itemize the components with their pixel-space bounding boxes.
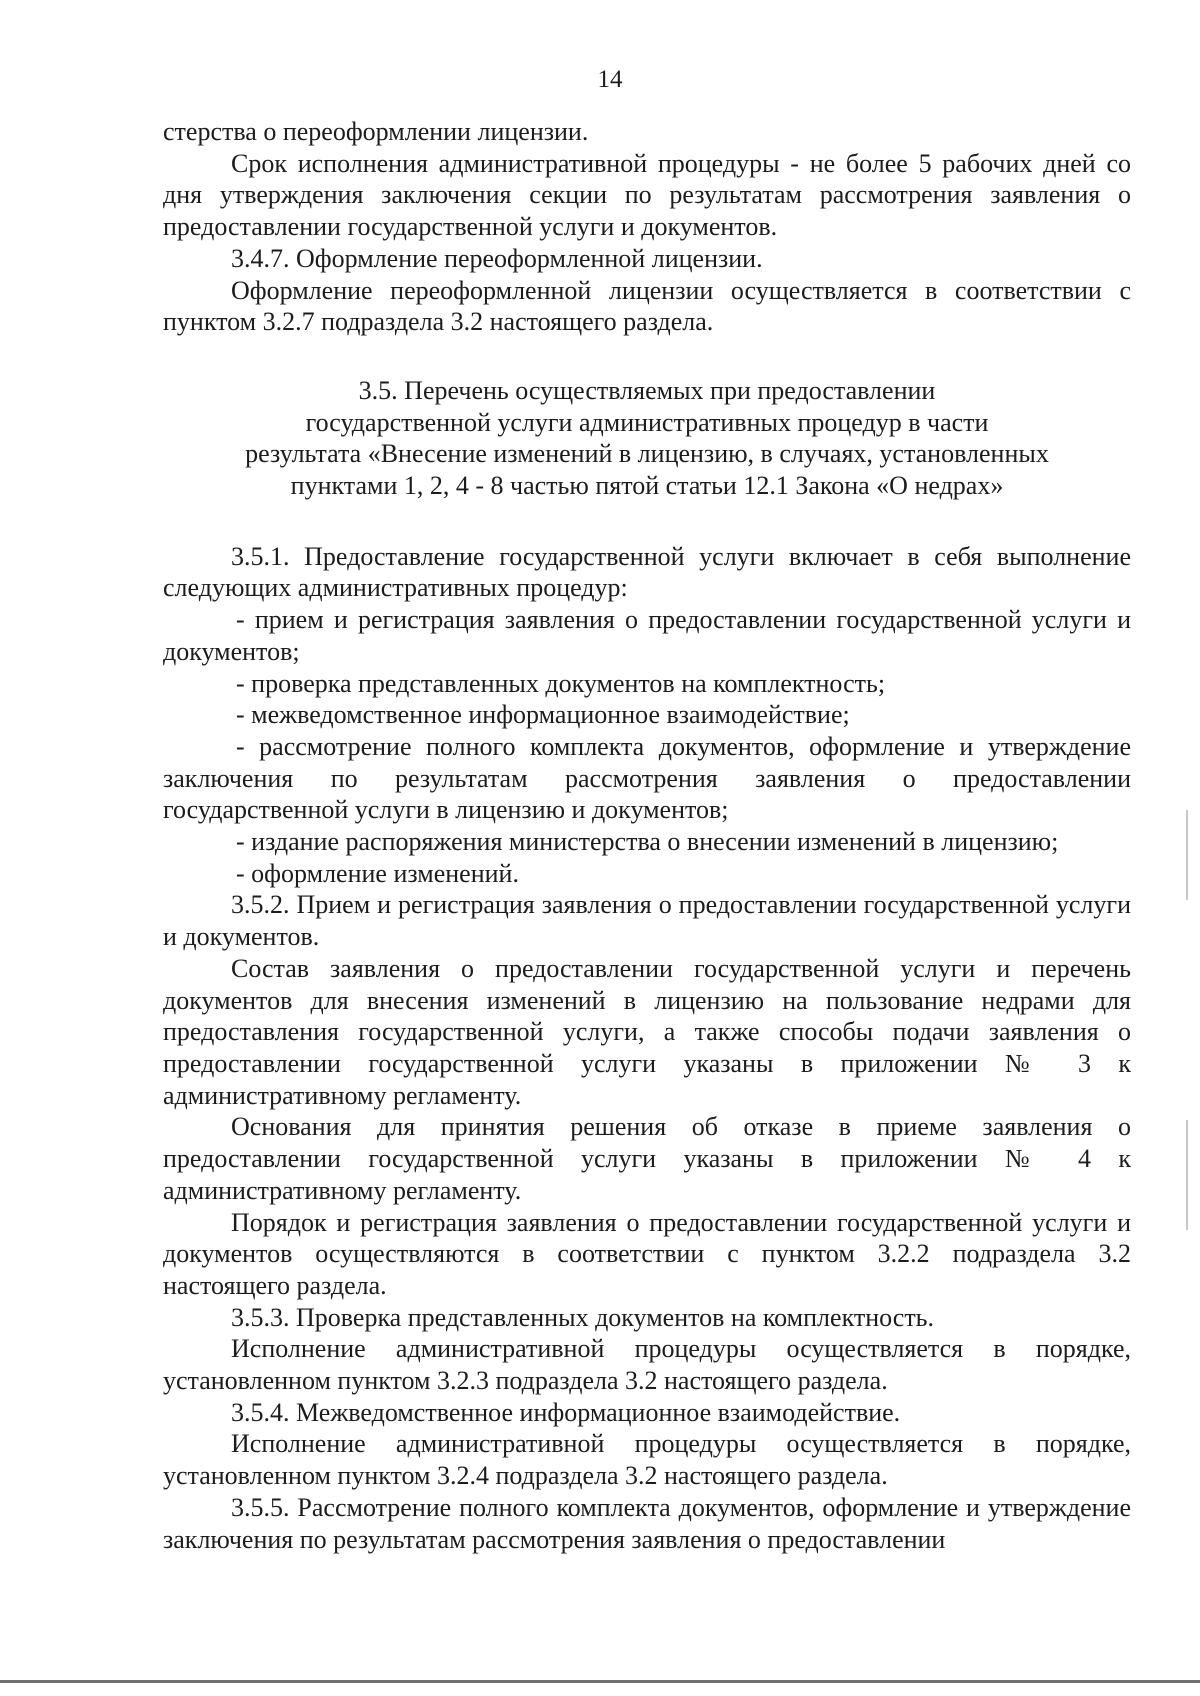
section-heading xyxy=(163,375,1131,502)
list-item: - прием и регистрация заявления о предоставлении государственной услуги и документов; xyxy=(163,605,1131,666)
page-bottom-rule xyxy=(0,1680,1200,1683)
list-item: - издание распоряжения министерства о внесении изменений в лицензию; xyxy=(236,827,1059,857)
section-heading-line: пунктами 1, 2, 4 - 8 частью пятой статьи 12.1 Закона «О недрах» xyxy=(290,471,1004,501)
paragraph: Исполнение административной процедуры осуществляется в порядке, установленном пунктом 3.2.3 подраздела 3.2 настоящего раздела. xyxy=(163,1334,1131,1396)
paragraph: Срок исполнения административной процедуры - не более 5 рабочих дней со дня утверждения заключения секции по результатам рассмотрения заявления о предоставлении государственной услуги и документов. xyxy=(163,148,1131,242)
subsection-title: 3.5.3. Проверка представленных документов на комплектность. xyxy=(231,1302,935,1332)
paragraph: Исполнение административной процедуры осуществляется в порядке, установленном пунктом 3.2.4 подраздела 3.2 настоящего раздела. xyxy=(163,1429,1131,1491)
paragraph: 3.5.5. Рассмотрение полного комплекта документов, оформление и утверждение заключения по результатам рассмотрения заявления о предоставлении xyxy=(163,1492,1131,1554)
section-heading-line: результата «Внесение изменений в лицензию, в случаях, установленных xyxy=(245,439,1049,469)
list-item: - оформление изменений. xyxy=(236,858,519,888)
paragraph: Порядок и регистрация заявления о предоставлении государственной услуги и документов осуществляются в соответствии с пунктом 3.2.2 подраздела 3.2 настоящего раздела. xyxy=(163,1207,1131,1300)
subsection-title: 3.4.7. Оформление переоформленной лицензии. xyxy=(231,243,763,273)
list-item: - межведомственное информационное взаимодействие; xyxy=(236,700,850,730)
paragraph: Оформление переоформленной лицензии осуществляется в соответствии с пунктом 3.2.7 подраздела 3.2 настоящего раздела. xyxy=(163,275,1131,337)
section-heading-line: государственной услуги административных процедур в части xyxy=(305,407,989,437)
paragraph: Основания для принятия решения об отказе в приеме заявления о предоставлении государственной услуги указаны в приложении № 4 к административному регламенту. xyxy=(163,1112,1131,1205)
scan-artifact xyxy=(1186,810,1188,900)
paragraph-continuation: стерства о переоформлении лицензии. xyxy=(163,117,589,146)
paragraph: 3.5.1. Предоставление государственной услуги включает в себя выполнение следующих административных процедур: xyxy=(163,541,1131,603)
paragraph: Состав заявления о предоставлении государственной услуги и перечень документов для внесения изменений в лицензию на пользование недрами для предоставления государственной услуги, а также способы подачи заявления о предоставлении государственной услуги указаны в приложении № 3 к административному регламенту. xyxy=(163,953,1131,1110)
page-number: 14 xyxy=(597,66,623,93)
scan-artifact xyxy=(1186,1120,1188,1230)
section-heading-line: 3.5. Перечень осуществляемых при предоставлении xyxy=(358,375,936,405)
list-item: - рассмотрение полного комплекта документов, оформление и утверждение заключения по результатам рассмотрения заявления о предоставлении государственной услуги в лицензию и документов; xyxy=(163,731,1131,825)
document-body xyxy=(163,116,1131,1555)
list-item: - проверка представленных документов на комплектность; xyxy=(236,668,886,698)
subsection-title: 3.5.4. Межведомственное информационное взаимодействие. xyxy=(231,1397,901,1427)
subsection-title: 3.5.2. Прием и регистрация заявления о предоставлении государственной услуги и документов. xyxy=(163,890,1131,952)
